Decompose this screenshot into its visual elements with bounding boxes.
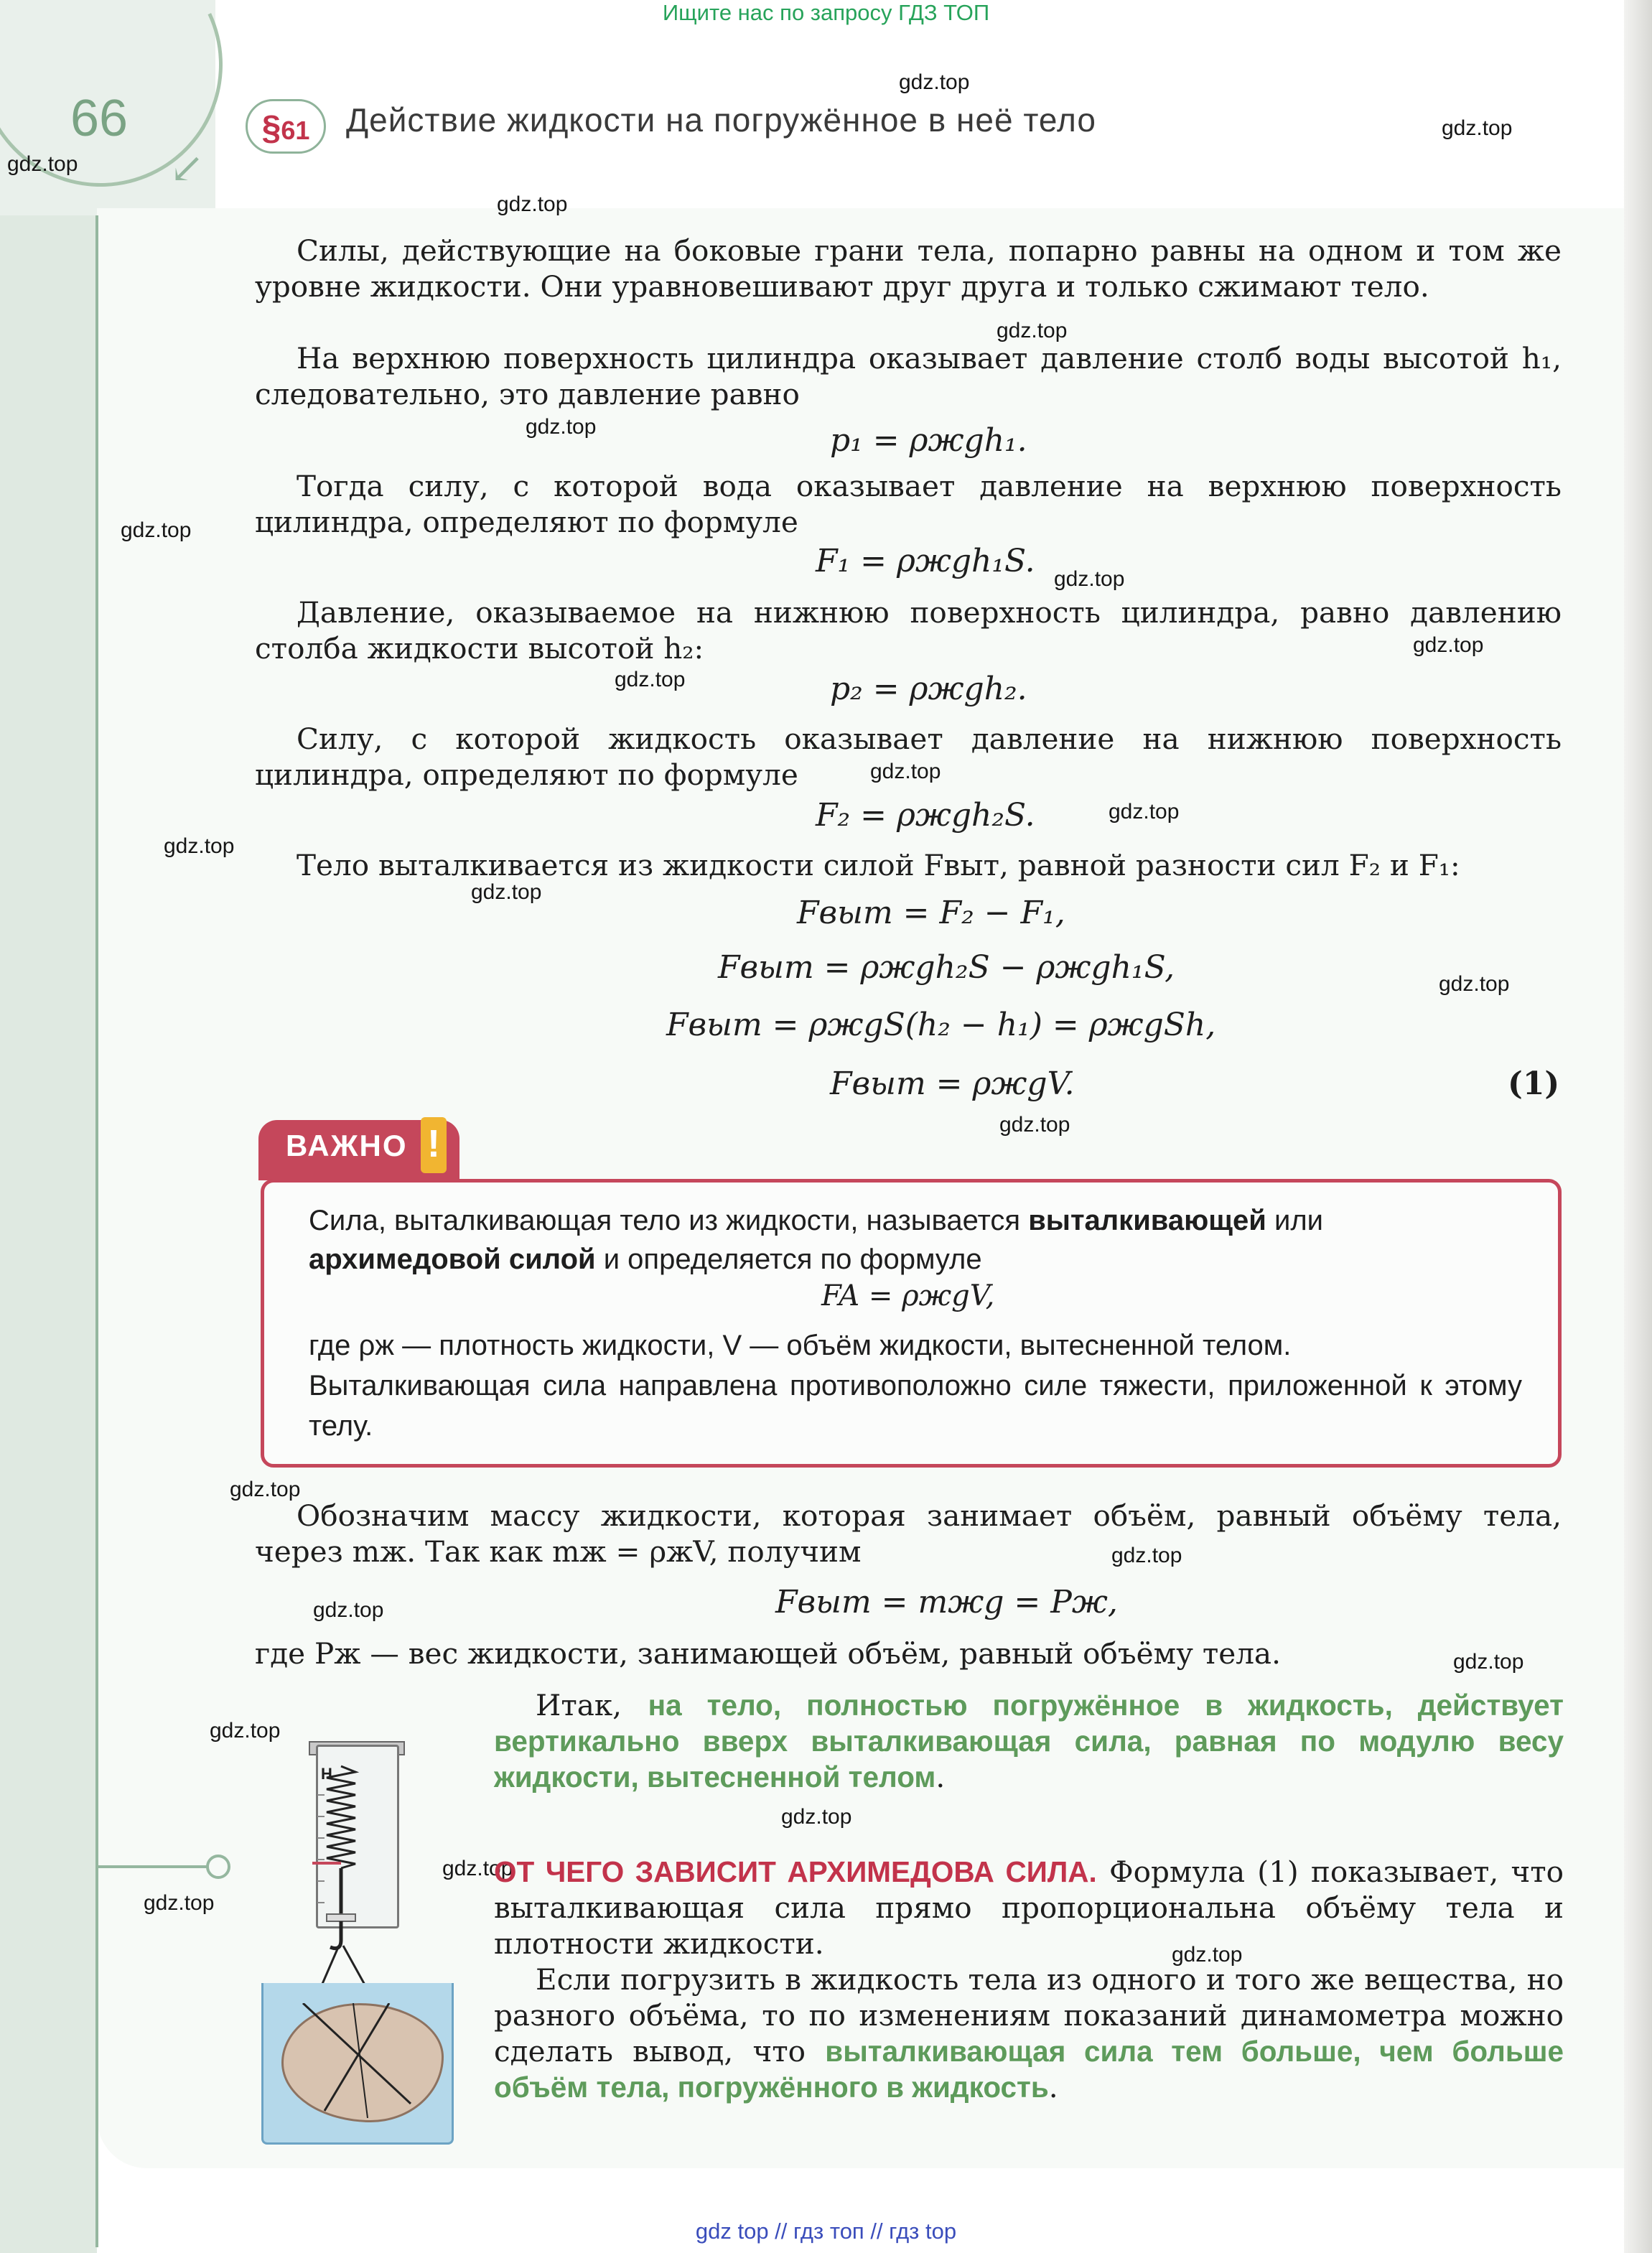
formula-p1: p₁ = ρжgh₁. xyxy=(830,422,1027,459)
important-text: и определяется по формуле xyxy=(603,1244,982,1275)
book-spine-edge xyxy=(1624,0,1652,2253)
watermark-stamp: gdz.top xyxy=(1111,1544,1182,1567)
watermark-stamp: gdz.top xyxy=(442,1857,513,1880)
watermark-stamp: gdz.top xyxy=(230,1478,301,1501)
watermark-stamp: gdz.top xyxy=(1453,1650,1524,1674)
important-line-4: Выталкивающая сила направлена противоположно силе тяжести, приложенной к этому телу. xyxy=(309,1370,1522,1442)
important-text: или xyxy=(1274,1205,1324,1236)
paragraph-weight: где Pж — вес жидкости, занимающей объём, равный объёму тела. xyxy=(255,1636,1281,1671)
formula-f1: F₁ = ρжgh₁S. xyxy=(816,543,1035,579)
watermark-stamp: gdz.top xyxy=(164,834,235,858)
margin-branch-line xyxy=(95,1865,210,1868)
watermark-stamp: gdz.top xyxy=(144,1891,215,1915)
watermark-stamp: gdz.top xyxy=(497,192,568,216)
important-term: архимедовой силой xyxy=(309,1244,596,1275)
watermark-stamp: gdz.top xyxy=(313,1598,384,1622)
watermark-stamp: gdz.top xyxy=(471,880,542,904)
dynamometer-unit-label: Н xyxy=(321,1765,332,1783)
paragraph-bottom-pressure xyxy=(255,594,1562,666)
paragraph-text: Тогда силу, с которой вода оказывает давление на верхнюю поверхность цилиндра, определяют по формуле xyxy=(255,469,1562,539)
important-label: ВАЖНО xyxy=(286,1129,408,1162)
formula-fvyt-2: Fвыт = ρжgh₂S − ρжgh₁S, xyxy=(718,949,1175,986)
watermark-stamp: gdz.top xyxy=(999,1113,1070,1137)
watermark-stamp: gdz.top xyxy=(1054,567,1125,591)
section-symbol: § xyxy=(261,109,281,147)
section-number: 61 xyxy=(281,116,310,145)
formula-f2: F₂ = ρжgh₂S. xyxy=(816,797,1035,834)
top-watermark-banner[interactable]: Ищите нас по запросу ГДЗ ТОП xyxy=(662,0,990,25)
paragraph-text: Силу, с которой жидкость оказывает давление на нижнюю поверхность цилиндра, определяют по формуле xyxy=(255,722,1562,792)
watermark-stamp: gdz.top xyxy=(1413,633,1484,657)
paragraph-buoyant xyxy=(255,847,1562,883)
highlighted-rule: на тело, полностью погружённое в жидкость, действует вертикально вверх выталкивающая сила, равная по модулю весу жидкости, вытесненной телом xyxy=(494,1689,1564,1793)
watermark-stamp: gdz.top xyxy=(1172,1943,1243,1967)
paragraph-text: . xyxy=(1048,2070,1058,2104)
formula-fa: FA = ρжgV, xyxy=(821,1279,995,1312)
watermark-stamp: gdz.top xyxy=(7,152,78,176)
paragraph-text: Формула (1) показывает, что выталкивающая сила прямо пропорциональна объёму тела и плотности жидкости. xyxy=(494,1855,1564,1961)
paragraph-side-faces xyxy=(255,233,1562,304)
exclamation-icon: ! xyxy=(421,1117,447,1173)
watermark-stamp: gdz.top xyxy=(1439,972,1510,996)
important-line-3: где ρж — плотность жидкости, V — объём жидкости, вытесненной телом. xyxy=(309,1330,1292,1361)
paragraph-conclusion xyxy=(494,1687,1564,1795)
section-badge xyxy=(246,99,326,154)
watermark-stamp: gdz.top xyxy=(1442,116,1513,140)
formula-weight: Fвыт = mжg = Pж, xyxy=(775,1584,1118,1620)
formula-p2: p₂ = ρжgh₂. xyxy=(830,671,1027,707)
watermark-stamp: gdz.top xyxy=(121,518,192,542)
left-margin-band xyxy=(0,0,97,2253)
watermark-stamp: gdz.top xyxy=(1109,800,1180,824)
highlighted-rule: выталкивающая сила тем больше, чем больше объём тела, погружённого в жидкость xyxy=(494,2035,1564,2104)
paragraph-volume xyxy=(494,1962,1564,2105)
paragraph-text: Итак, xyxy=(536,1688,622,1722)
watermark-stamp: gdz.top xyxy=(781,1805,852,1829)
paragraph-text: . xyxy=(935,1760,946,1794)
bottom-watermark-banner[interactable]: gdz top // гдз топ // гдз top xyxy=(695,2219,957,2244)
formula-fvyt-4: Fвыт = ρжgV. xyxy=(830,1065,1075,1102)
paragraph-bottom-force xyxy=(255,721,1562,793)
page-number: 66 xyxy=(70,90,129,147)
arc-arrow-icon: ↙ xyxy=(169,144,205,192)
paragraph-depends xyxy=(494,1854,1564,1962)
watermark-stamp: gdz.top xyxy=(526,415,597,439)
paragraph-text: Силы, действующие на боковые грани тела, попарно равны на одном и том же уровне жидкости. Они уравновешивают друг друга и только сжимают тело. xyxy=(255,233,1562,304)
margin-branch-circle-icon xyxy=(206,1855,230,1879)
important-line-1 xyxy=(309,1200,1522,1241)
important-term: выталкивающей xyxy=(1028,1205,1266,1236)
subsection-heading: ОТ ЧЕГО ЗАВИСИТ АРХИМЕДОВА СИЛА. xyxy=(494,1855,1097,1888)
important-line-2 xyxy=(309,1239,1522,1279)
paragraph-top-pressure xyxy=(255,340,1562,412)
watermark-stamp: gdz.top xyxy=(870,760,941,783)
formula-fvyt-3: Fвыт = ρжgS(h₂ − h₁) = ρжgSh, xyxy=(666,1007,1216,1043)
paragraph-mass xyxy=(255,1498,1562,1569)
paragraph-text: Обозначим массу жидкости, которая занимает объём, равный объёму тела, через mж. Так как mж = ρжV, получим xyxy=(255,1498,1562,1569)
paragraph-text: На верхнюю поверхность цилиндра оказывает давление столб воды высотой h₁, следовательно, это давление равно xyxy=(255,341,1562,411)
watermark-stamp: gdz.top xyxy=(899,70,970,94)
paragraph-text: Если погрузить в жидкость тела из одного и того же вещества, но разного объёма, то по изменениям показаний динамометра можно сделать вывод, что xyxy=(494,1962,1564,2068)
formula-number: (1) xyxy=(1508,1065,1560,1102)
important-text: Сила, выталкивающая тело из жидкости, называется xyxy=(309,1205,1021,1236)
watermark-stamp: gdz.top xyxy=(997,319,1068,342)
formula-fvyt-1: Fвыт = F₂ − F₁, xyxy=(797,895,1065,931)
watermark-stamp: gdz.top xyxy=(615,668,686,691)
paragraph-text: Давление, оказываемое на нижнюю поверхность цилиндра, равно давлению столба жидкости высотой h₂: xyxy=(255,595,1562,666)
margin-line xyxy=(95,215,98,2247)
paragraph-top-force xyxy=(255,468,1562,540)
section-title: Действие жидкости на погружённое в неё тело xyxy=(346,101,1096,139)
watermark-stamp: gdz.top xyxy=(210,1719,281,1743)
stone-strings xyxy=(281,2003,439,2118)
paragraph-text: Тело выталкивается из жидкости силой Fвыт, равной разности сил F₂ и F₁: xyxy=(297,848,1460,882)
